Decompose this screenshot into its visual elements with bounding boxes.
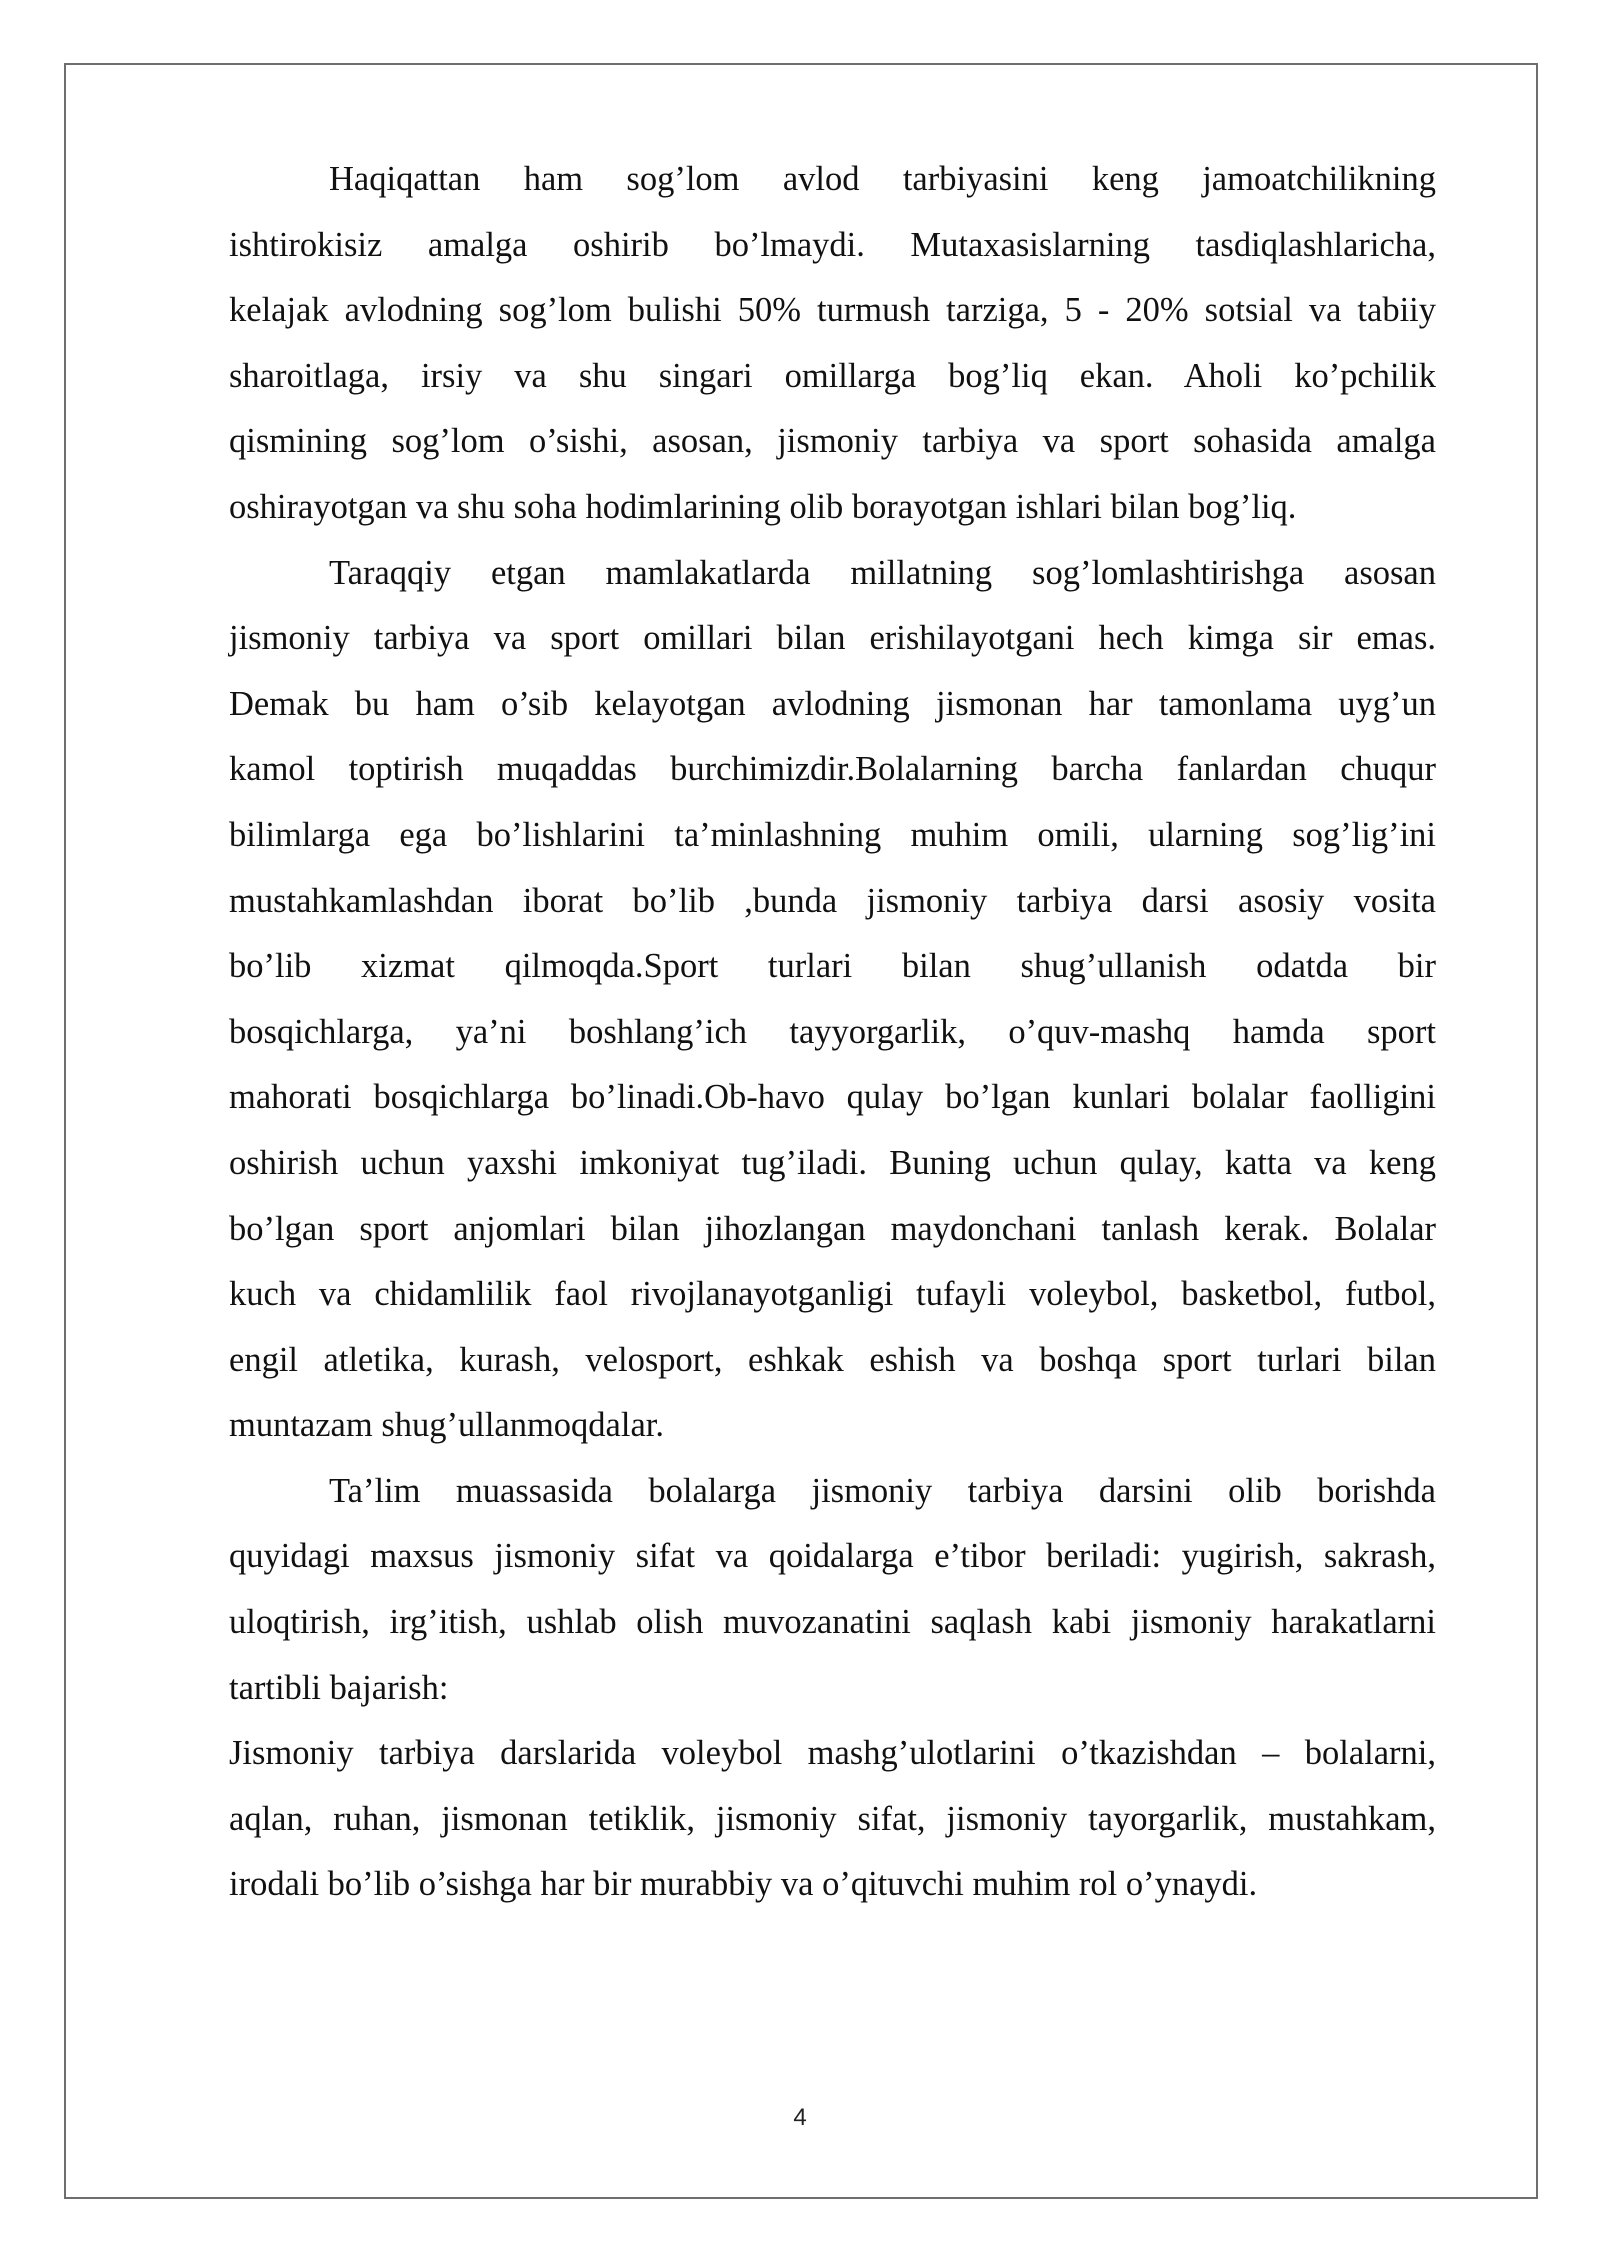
paragraph-2 (229, 541, 1436, 1459)
text-line: oshirayotgan va shu soha hodimlarining olib borayotgan ishlari bilan bog’liq. (229, 487, 1297, 526)
text-line: Taraqqiy etgan mamlakatlarda millatning sog’lomlashtirishga asosan (329, 553, 1436, 592)
text-line: irodali bo’lib o’sishga har bir murabbiy va o’qituvchi muhim rol o’ynaydi. (229, 1865, 1258, 1904)
document-body (229, 147, 1436, 1918)
paragraph-4 (229, 1721, 1436, 1918)
text-line: Jismoniy tarbiya darslarida voleybol mashg’ulotlarini o’tkazishdan – bolalarni, (229, 1734, 1436, 1773)
text-line: kamol toptirish muqaddas burchimizdir.Bolalarning barcha fanlardan chuqur (229, 750, 1436, 789)
paragraph-3 (229, 1459, 1436, 1721)
text-line: jismoniy tarbiya va sport omillari bilan erishilayotgani hech kimga sir emas. (229, 619, 1436, 658)
text-line: bo’lib xizmat qilmoqda.Sport turlari bilan shug’ullanish odatda bir (229, 947, 1436, 986)
text-line: engil atletika, kurash, velosport, eshkak eshish va boshqa sport turlari bilan (229, 1340, 1436, 1379)
text-line: Ta’lim muassasida bolalarga jismoniy tarbiya darsini olib borishda (329, 1471, 1436, 1510)
text-line: aqlan, ruhan, jismonan tetiklik, jismoniy sifat, jismoniy tayorgarlik, mustahkam, (229, 1799, 1436, 1838)
text-line: oshirish uchun yaxshi imkoniyat tug’iladi. Buning uchun qulay, katta va keng (229, 1143, 1436, 1182)
text-line: bosqichlarga, ya’ni boshlang’ich tayyorgarlik, o’quv-mashq hamda sport (229, 1012, 1436, 1051)
text-line: quyidagi maxsus jismoniy sifat va qoidalarga e’tibor beriladi: yugirish, sakrash, (229, 1537, 1436, 1576)
text-line: Haqiqattan ham sog’lom avlod tarbiyasini keng jamoatchilikning (329, 160, 1436, 198)
text-line: kuch va chidamlilik faol rivojlanayotganligi tufayli voleybol, basketbol, futbol, (229, 1275, 1436, 1314)
paragraph-1 (229, 147, 1436, 541)
text-line: mustahkamlashdan iborat bo’lib ,bunda jismoniy tarbiya darsi asosiy vosita (229, 881, 1436, 920)
text-line: mahorati bosqichlarga bo’linadi.Ob-havo qulay bo’lgan kunlari bolalar faolligini (229, 1078, 1436, 1117)
text-line: ishtirokisiz amalga oshirib bo’lmaydi. Mutaxasislarning tasdiqlashlaricha, (229, 225, 1436, 264)
text-line: sharoitlaga, irsiy va shu singari omillarga bog’liq ekan. Aholi ko’pchilik (229, 356, 1436, 395)
text-line: bo’lgan sport anjomlari bilan jihozlangan maydonchani tanlash kerak. Bolalar (229, 1209, 1436, 1248)
text-line: kelajak avlodning sog’lom bulishi 50% turmush tarziga, 5 - 20% sotsial va tabiiy (229, 291, 1436, 330)
text-line: qismining sog’lom o’sishi, asosan, jismoniy tarbiya va sport sohasida amalga (229, 422, 1436, 461)
text-line: muntazam shug’ullanmoqdalar. (229, 1406, 664, 1445)
text-line: bilimlarga ega bo’lishlarini ta’minlashning muhim omili, ularning sog’lig’ini (229, 815, 1436, 854)
page-number: 4 (793, 2104, 807, 2131)
text-line: Demak bu ham o’sib kelayotgan avlodning jismonan har tamonlama uyg’un (229, 684, 1436, 723)
text-line: tartibli bajarish: (229, 1668, 449, 1707)
text-line: uloqtirish, irg’itish, ushlab olish muvozanatini saqlash kabi jismoniy harakatlarni (229, 1603, 1436, 1642)
